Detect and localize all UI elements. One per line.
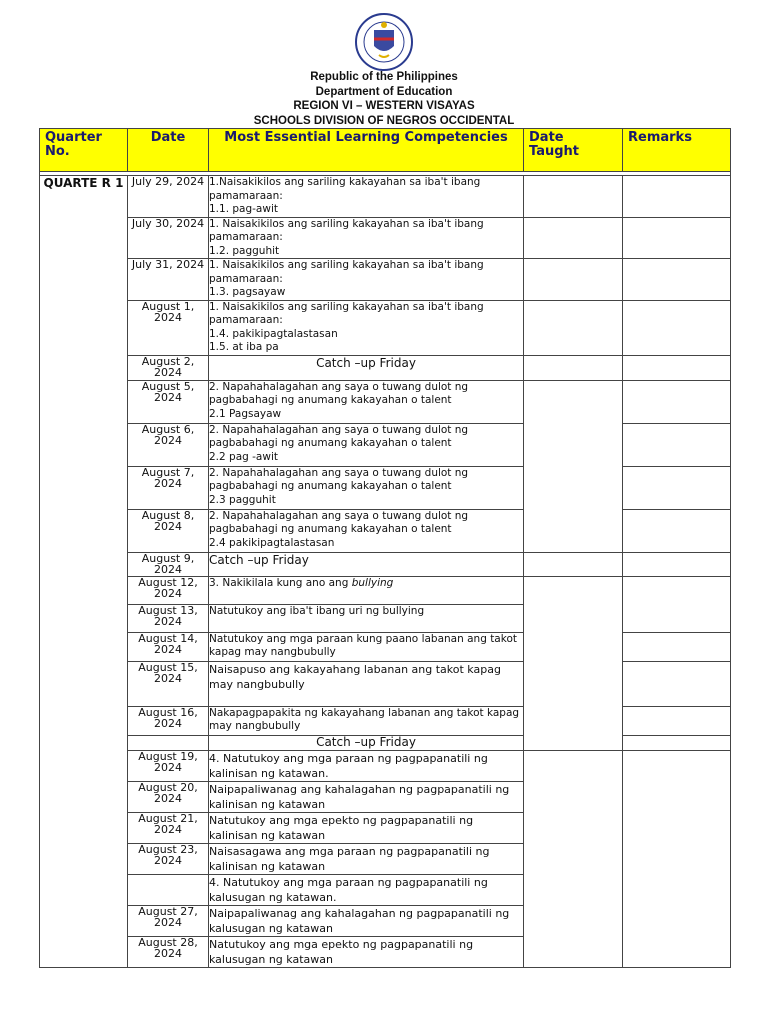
date-cell: July 31, 2024 xyxy=(128,259,209,301)
melc-cell: 2. Napahahalagahan ang saya o tuwang dulot ng pagbabahagi ng anumang kakayahan o talent 2.3 pagguhit xyxy=(209,466,524,509)
table-row xyxy=(40,423,731,466)
date-cell: August 2, 2024 xyxy=(128,355,209,380)
remarks-cell[interactable] xyxy=(623,552,731,576)
remarks-cell[interactable] xyxy=(623,355,731,380)
melc-cell: 2. Napahahalagahan ang saya o tuwang dulot ng pagbabahagi ng anumang kakayahan o talent 2.4 pakikipagtalastasan xyxy=(209,509,524,552)
date-taught-cell[interactable] xyxy=(524,380,623,552)
table-row xyxy=(40,576,731,604)
col-quarter-header: Quarter No. xyxy=(40,129,128,172)
melc-cell: 1. Naisakikilos ang sariling kakayahan sa iba't ibang pamamaraan: 1.3. pagsayaw xyxy=(209,259,524,301)
date-cell: August 19, 2024 xyxy=(128,750,209,781)
date-cell: July 30, 2024 xyxy=(128,217,209,259)
melc-cell: Naisapuso ang kakayahang labanan ang takot kapag may nangbubully xyxy=(209,661,524,706)
date-cell: August 21, 2024 xyxy=(128,812,209,843)
melc-cell: Natutukoy ang mga paraan kung paano labanan ang takot kapag may nangbubully xyxy=(209,632,524,661)
date-cell: August 9, 2024 xyxy=(128,552,209,576)
melc-schedule-table xyxy=(39,128,731,968)
table-row xyxy=(40,380,731,423)
deped-seal-logo xyxy=(349,13,419,71)
date-cell: August 12, 2024 xyxy=(128,576,209,604)
date-cell: August 14, 2024 xyxy=(128,632,209,661)
col-melc-header: Most Essential Learning Competencies xyxy=(209,129,524,172)
table-row xyxy=(40,750,731,781)
remarks-cell[interactable] xyxy=(623,750,731,967)
remarks-cell[interactable] xyxy=(623,466,731,509)
date-cell: August 27, 2024 xyxy=(128,905,209,936)
melc-cell: Natutukoy ang mga epekto ng pagpapanatili ng kalusugan ng katawan xyxy=(209,936,524,967)
remarks-cell[interactable] xyxy=(623,259,731,301)
date-cell: August 7, 2024 xyxy=(128,466,209,509)
date-taught-cell[interactable] xyxy=(524,576,623,750)
remarks-cell[interactable] xyxy=(623,176,731,218)
date-cell: August 8, 2024 xyxy=(128,509,209,552)
date-cell: August 13, 2024 xyxy=(128,604,209,632)
header-division: SCHOOLS DIVISION OF NEGROS OCCIDENTAL xyxy=(253,115,515,127)
melc-cell: Naipapaliwanag ang kahalagahan ng pagpapanatili ng kalinisan ng katawan xyxy=(209,781,524,812)
quarter-label: QUARTE R 1 xyxy=(40,176,128,968)
table-row xyxy=(40,217,731,259)
melc-cell: Natutukoy ang mga epekto ng pagpapanatili ng kalinisan ng katawan xyxy=(209,812,524,843)
header-department: Department of Education xyxy=(315,86,453,98)
date-taught-cell[interactable] xyxy=(524,300,623,355)
date-taught-cell[interactable] xyxy=(524,259,623,301)
melc-cell: Naisasagawa ang mga paraan ng pagpapanatili ng kalinisan ng katawan xyxy=(209,843,524,874)
date-cell: August 1, 2024 xyxy=(128,300,209,355)
date-taught-cell[interactable] xyxy=(524,355,623,380)
date-cell: July 29, 2024 xyxy=(128,176,209,218)
melc-cell: 4. Natutukoy ang mga paraan ng pagpapanatili ng kalusugan ng katawan. xyxy=(209,874,524,905)
remarks-cell[interactable] xyxy=(623,509,731,552)
remarks-cell[interactable] xyxy=(623,423,731,466)
date-taught-cell[interactable] xyxy=(524,217,623,259)
date-taught-cell[interactable] xyxy=(524,552,623,576)
melc-cell: 2. Napahahalagahan ang saya o tuwang dulot ng pagbabahagi ng anumang kakayahan o talent 2.1 Pagsayaw xyxy=(209,380,524,423)
col-remarks-header: Remarks xyxy=(623,129,731,172)
table-row xyxy=(40,735,731,750)
melc-cell: 2. Napahahalagahan ang saya o tuwang dulot ng pagbabahagi ng anumang kakayahan o talent 2.2 pag -awit xyxy=(209,423,524,466)
remarks-cell[interactable] xyxy=(623,576,731,632)
table-row xyxy=(40,632,731,661)
melc-cell: 3. Nakikilala kung ano ang bullying xyxy=(209,576,524,604)
remarks-cell[interactable] xyxy=(623,300,731,355)
table-row xyxy=(40,552,731,576)
remarks-cell[interactable] xyxy=(623,217,731,259)
date-cell: August 20, 2024 xyxy=(128,781,209,812)
catch-up-cell: Catch –up Friday xyxy=(209,552,524,576)
remarks-cell[interactable] xyxy=(623,661,731,706)
date-cell: August 6, 2024 xyxy=(128,423,209,466)
date-taught-cell[interactable] xyxy=(524,750,623,967)
table-row xyxy=(40,466,731,509)
date-cell: August 28, 2024 xyxy=(128,936,209,967)
date-cell xyxy=(128,874,209,905)
table-row xyxy=(40,300,731,355)
remarks-cell[interactable] xyxy=(623,380,731,423)
melc-cell: Naipapaliwanag ang kahalagahan ng pagpapanatili ng kalusugan ng katawan xyxy=(209,905,524,936)
date-cell: August 5, 2024 xyxy=(128,380,209,423)
date-cell: August 15, 2024 xyxy=(128,661,209,706)
table-row xyxy=(40,661,731,706)
remarks-cell[interactable] xyxy=(623,735,731,750)
col-date-taught-header: Date Taught xyxy=(524,129,623,172)
melc-cell: Nakapagpapakita ng kakayahang labanan ang takot kapag may nangbubully xyxy=(209,706,524,735)
melc-cell: 4. Natutukoy ang mga paraan ng pagpapanatili ng kalinisan ng katawan. xyxy=(209,750,524,781)
table-row xyxy=(40,355,731,380)
table-row xyxy=(40,706,731,735)
col-date-header: Date xyxy=(128,129,209,172)
date-taught-cell[interactable] xyxy=(524,176,623,218)
table-row xyxy=(40,176,731,218)
table-row xyxy=(40,509,731,552)
melc-cell: 1. Naisakikilos ang sariling kakayahan sa iba't ibang pamamaraan: 1.4. pakikipagtalastasan 1.5. at iba pa xyxy=(209,300,524,355)
remarks-cell[interactable] xyxy=(623,706,731,735)
melc-cell: 1. Naisakikilos ang sariling kakayahan sa iba't ibang pamamaraan: 1.2. pagguhit xyxy=(209,217,524,259)
header-republic: Republic of the Philippines xyxy=(310,71,458,83)
melc-cell: 1.Naisakikilos ang sariling kakayahan sa iba't ibang pamamaraan: 1.1. pag-awit xyxy=(209,176,524,218)
date-cell xyxy=(128,735,209,750)
catch-up-cell: Catch –up Friday xyxy=(209,355,524,380)
remarks-cell[interactable] xyxy=(623,632,731,661)
catch-up-cell: Catch –up Friday xyxy=(209,735,524,750)
melc-cell: Natutukoy ang iba't ibang uri ng bullying xyxy=(209,604,524,632)
table-row xyxy=(40,259,731,301)
date-cell: August 16, 2024 xyxy=(128,706,209,735)
date-cell: August 23, 2024 xyxy=(128,843,209,874)
header-region: REGION VI – WESTERN VISAYAS xyxy=(293,100,475,112)
